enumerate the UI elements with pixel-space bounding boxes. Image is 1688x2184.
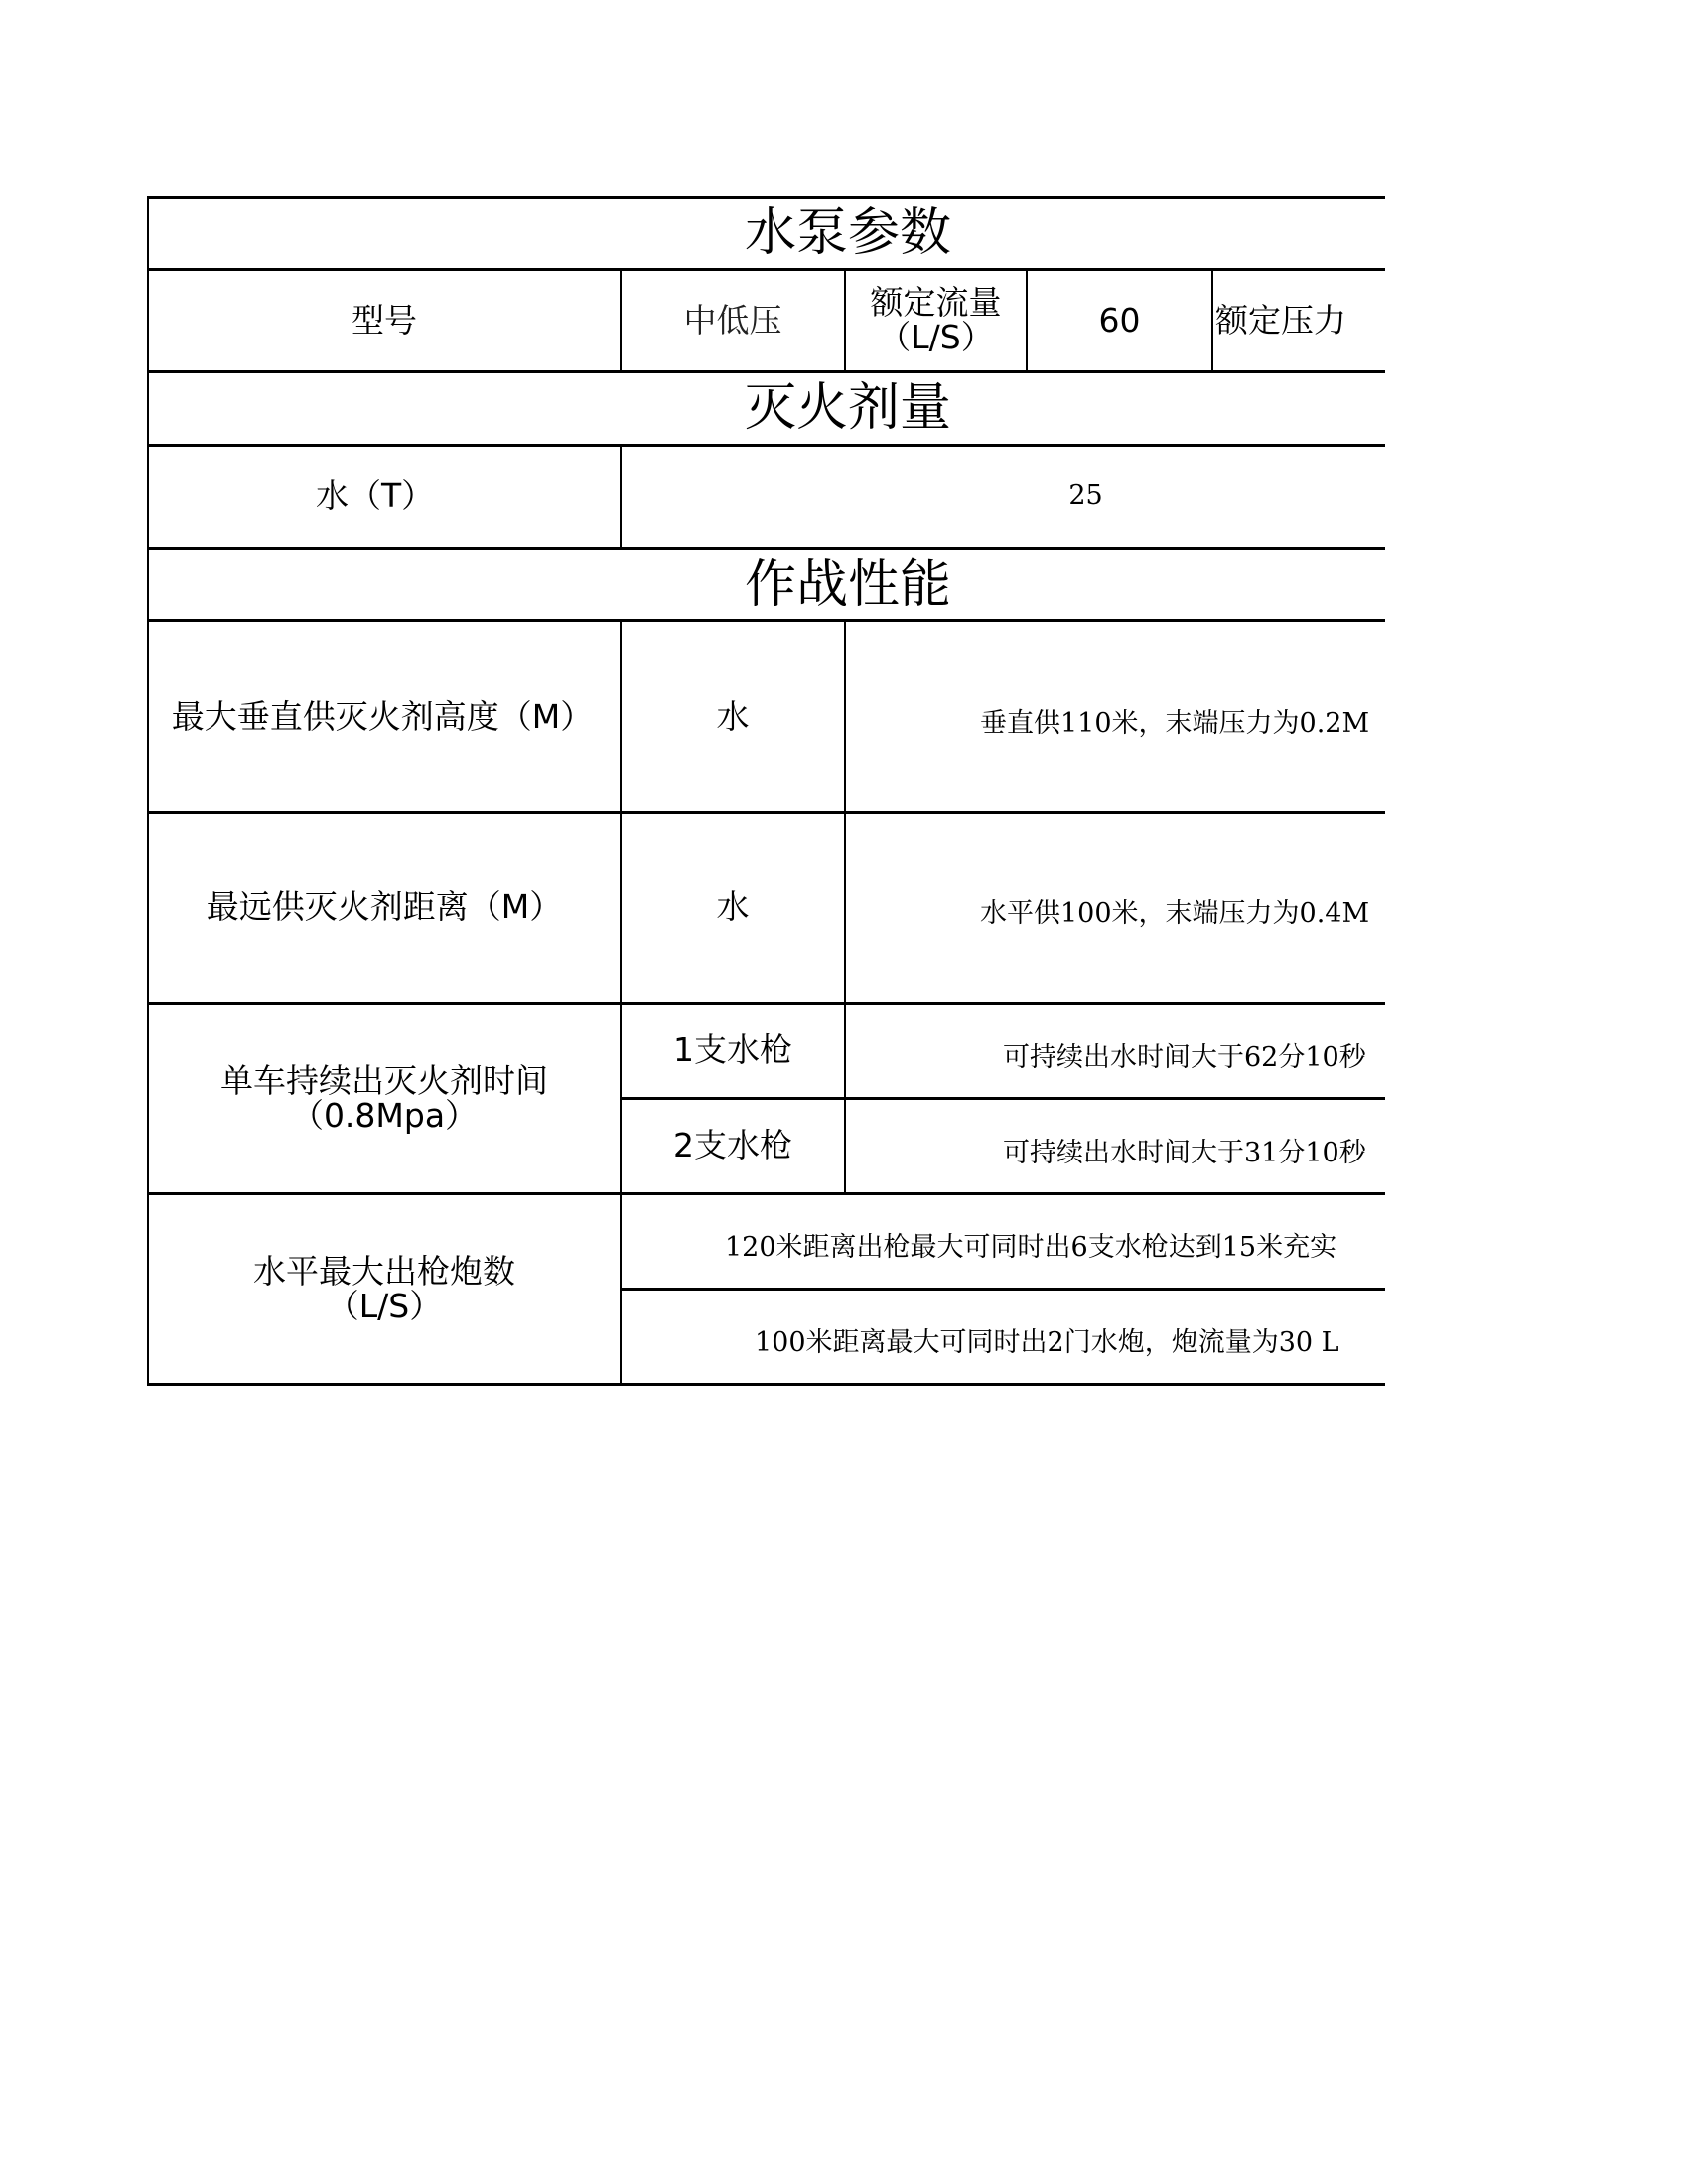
section-title-agent: 灭火剂量 <box>744 378 951 439</box>
max-vertical-height-agent: 水 <box>716 696 750 736</box>
duration-value-2: 可持续出水时间大于31分10秒 <box>1003 1138 1366 1168</box>
duration-agent-1: 1支水枪 <box>673 1030 792 1070</box>
col-divider <box>844 621 846 1194</box>
max-distance-value: 水平供100米，末端压力为0.4M <box>980 898 1370 929</box>
max-distance-label: 最远供灭火剂距离（M） <box>206 887 563 927</box>
max-nozzles-label <box>149 1195 620 1383</box>
water-tonnage-value: 25 <box>1068 479 1103 511</box>
duration-label-line1: 单车持续出灭火剂时间 <box>220 1060 548 1100</box>
max-distance-agent: 水 <box>716 887 750 927</box>
max-nozzles-label-line2: （L/S） <box>326 1286 443 1325</box>
max-nozzles-value-2: 100米距离最大可同时出2门水炮，炮流量为30 L <box>755 1327 1339 1358</box>
rated-flow-value: 60 <box>1098 300 1141 340</box>
duration-label-line2: （0.8Mpa） <box>290 1095 479 1135</box>
max-nozzles-label-line1: 水平最大出枪炮数 <box>253 1251 515 1291</box>
rated-flow-label-line1: 额定流量 <box>870 283 1002 323</box>
rated-pressure-label: 额定压力 <box>1215 300 1346 340</box>
duration-value-1: 可持续出水时间大于62分10秒 <box>1003 1042 1366 1073</box>
row-divider <box>147 1383 1385 1386</box>
duration-label <box>149 1005 620 1192</box>
rated-flow-label-line2: （L/S） <box>878 318 994 356</box>
duration-agent-2: 2支水枪 <box>673 1126 792 1165</box>
max-vertical-height-value: 垂直供110米，末端压力为0.2M <box>980 708 1370 739</box>
row-divider <box>621 1288 1385 1291</box>
water-tonnage-label: 水（T） <box>316 476 435 515</box>
model-value: 中低压 <box>683 300 782 340</box>
rated-flow-label <box>846 271 1026 370</box>
max-vertical-height-label: 最大垂直供灭火剂高度（M） <box>171 696 594 736</box>
model-label: 型号 <box>352 300 417 340</box>
max-nozzles-value-1: 120米距离出枪最大可同时出6支水枪达到15米充实 <box>725 1232 1337 1263</box>
section-title-combat: 作战性能 <box>744 554 951 614</box>
section-title-pump: 水泵参数 <box>744 203 951 263</box>
